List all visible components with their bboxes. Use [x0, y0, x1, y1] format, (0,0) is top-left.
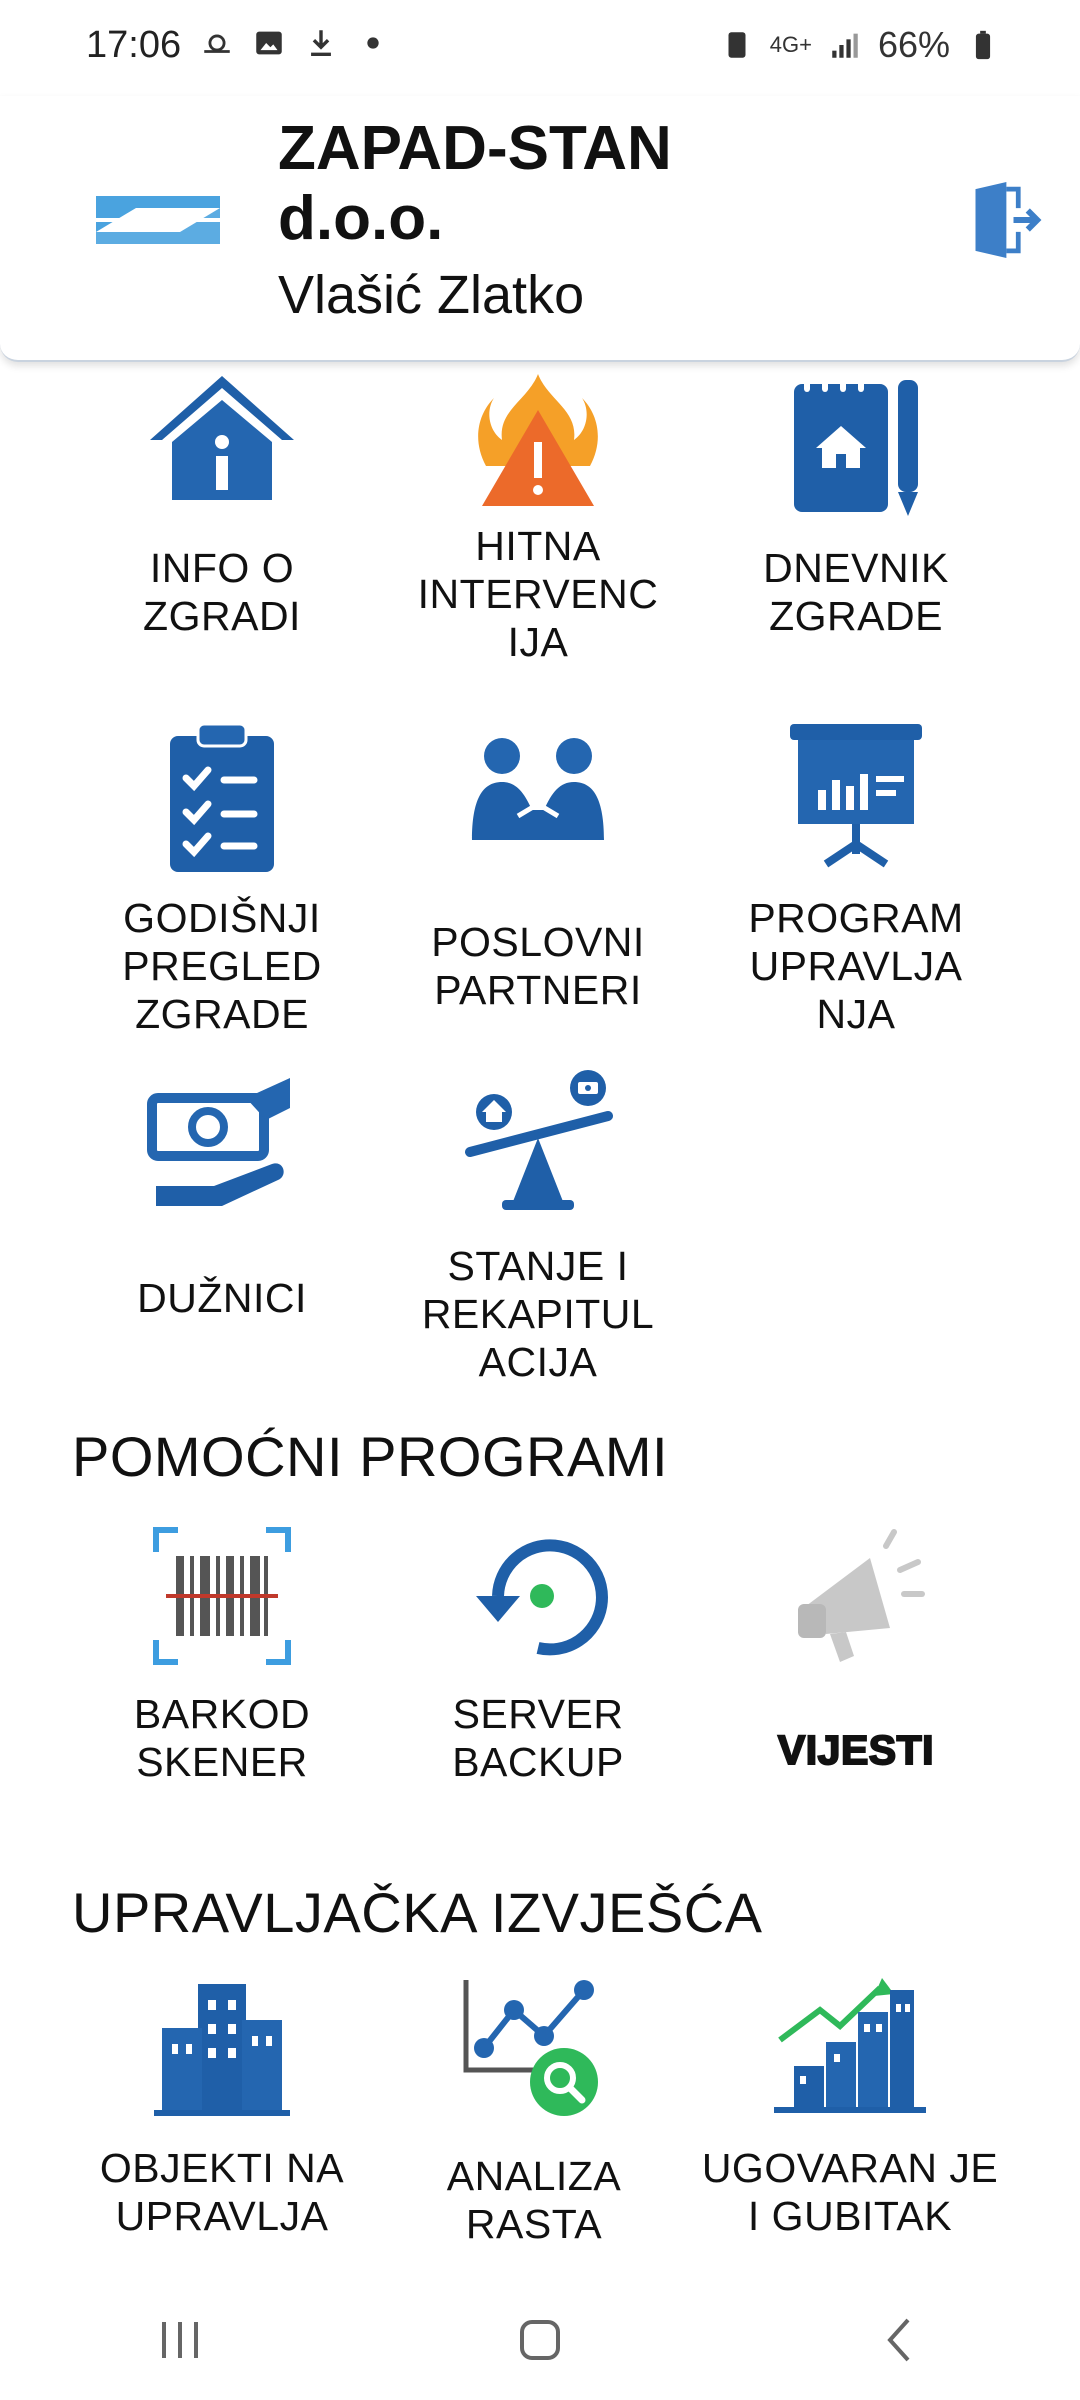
- tile-duznici[interactable]: [72, 1068, 372, 1322]
- tile-dnevnik-zgrade[interactable]: [706, 370, 1006, 640]
- tile-barkod-skener[interactable]: [72, 1516, 372, 1786]
- user-name: Vlašić Zlatko: [278, 265, 585, 325]
- tile-label: BARKOD SKENER: [133, 1691, 311, 1785]
- tile-label: HITNA INTERVENC IJA: [417, 523, 659, 665]
- backup-restore-icon: [458, 1516, 618, 1676]
- system-icons: [720, 24, 1000, 66]
- tile-info-o-zgradi[interactable]: [72, 370, 372, 640]
- status-bar: [0, 0, 1080, 96]
- recent-apps-icon[interactable]: [140, 2300, 220, 2380]
- tile-label: INFO O ZGRADI: [143, 545, 301, 639]
- growth-analysis-icon: [454, 1970, 614, 2130]
- weather-icon: [200, 26, 234, 60]
- logout-icon[interactable]: [966, 182, 1042, 258]
- tile-ugovaranje-i-gubitak[interactable]: [700, 1970, 1000, 2240]
- checklist-icon: [142, 720, 302, 880]
- barcode-icon: [142, 1516, 302, 1676]
- company-logo: [96, 196, 220, 244]
- tile-vijesti[interactable]: [706, 1516, 1006, 1774]
- handshake-icon: [458, 720, 618, 880]
- tile-label: GODIŠNJI PREGLED ZGRADE: [122, 895, 322, 1037]
- network-type: 4G+: [769, 32, 812, 57]
- tile-label: DUŽNICI: [137, 1275, 307, 1321]
- tile-label: UGOVARAN JE I GUBITAK: [701, 2145, 999, 2239]
- battery-saver-icon: [720, 28, 754, 62]
- download-icon: [304, 26, 338, 60]
- tile-program-upravljanja[interactable]: [706, 720, 1006, 1038]
- tile-analiza-rasta[interactable]: [384, 1970, 684, 2248]
- money-hand-icon: [142, 1068, 302, 1228]
- home-icon[interactable]: [500, 2300, 580, 2380]
- tile-objekti-na-upravljanju[interactable]: [72, 1970, 372, 2240]
- presentation-icon: [776, 720, 936, 880]
- image-icon: [252, 26, 286, 60]
- buildings-icon: [142, 1970, 302, 2130]
- balance-scale-icon: [458, 1068, 618, 1228]
- tile-label: PROGRAM UPRAVLJA NJA: [748, 895, 964, 1037]
- dot-icon: [356, 26, 390, 60]
- section-title-management-reports: UPRAVLJAČKA IZVJEŠĆA: [72, 1881, 763, 1944]
- app-header: [0, 96, 1080, 362]
- company-name: ZAPAD-STAN d.o.o.: [278, 114, 672, 253]
- section-title-helper-programs: POMOĆNI PROGRAMI: [72, 1425, 669, 1488]
- tile-poslovni-partneri[interactable]: [388, 720, 688, 1014]
- tile-hitna-intervencija[interactable]: [388, 370, 688, 666]
- city-growth-icon: [770, 1970, 930, 2130]
- tile-label: POSLOVNI PARTNERI: [431, 919, 645, 1013]
- tile-label: DNEVNIK ZGRADE: [763, 545, 949, 639]
- house-info-icon: [142, 370, 302, 530]
- tile-server-backup[interactable]: [388, 1516, 688, 1786]
- back-icon[interactable]: [860, 2300, 940, 2380]
- notebook-icon: [776, 370, 936, 530]
- tile-label: VIJESTI: [777, 1727, 935, 1773]
- status-time: 17:06: [86, 24, 182, 66]
- tile-label: ANALIZA RASTA: [446, 2153, 622, 2247]
- signal-icon: [828, 28, 862, 62]
- tile-stanje-rekapitulacija[interactable]: [388, 1068, 688, 1386]
- battery-percent: 66%: [877, 24, 950, 65]
- system-nav-bar: [0, 2280, 1080, 2400]
- megaphone-icon: [776, 1516, 936, 1676]
- tile-label: SERVER BACKUP: [452, 1691, 624, 1785]
- tile-label: STANJE I REKAPITUL ACIJA: [421, 1243, 655, 1385]
- notification-icons: [200, 26, 390, 60]
- fire-warning-icon: [458, 370, 618, 530]
- tile-label: OBJEKTI NA UPRAVLJA: [99, 2145, 345, 2239]
- tile-godisnji-pregled[interactable]: [72, 720, 372, 1038]
- battery-icon: [966, 28, 1000, 62]
